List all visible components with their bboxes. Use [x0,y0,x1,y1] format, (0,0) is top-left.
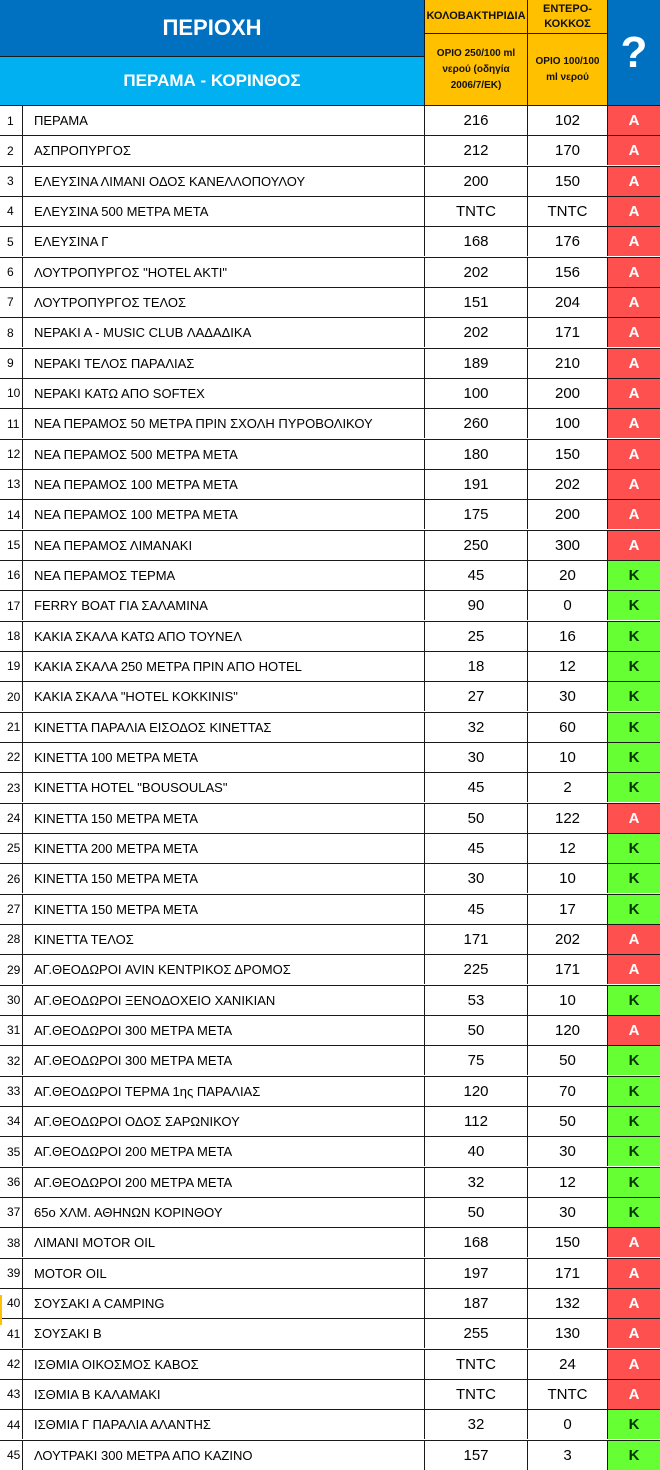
enterococcus-value: 12 [528,1168,608,1197]
table-row [0,226,660,256]
status-badge: A [608,1350,660,1379]
coliform-value: 45 [425,773,528,802]
enterococcus-value: 171 [528,1259,608,1288]
enterococcus-value: 202 [528,470,608,499]
table-row [0,530,660,560]
status-badge: A [608,1319,660,1348]
row-number: 37 [0,1198,23,1227]
enterococcus-value: 176 [528,227,608,256]
status-badge: A [608,1016,660,1045]
row-number: 27 [0,895,23,924]
coliform-value: 225 [425,955,528,984]
status-badge: A [608,379,660,408]
table-row [0,1288,660,1318]
status-badge: K [608,1441,660,1470]
row-number: 13 [0,470,23,499]
status-badge: A [608,136,660,165]
enterococcus-value: 3 [528,1441,608,1470]
status-badge: A [608,349,660,378]
coliform-value: 53 [425,986,528,1015]
table-row [0,712,660,742]
row-number: 38 [0,1228,23,1257]
location-name: ΚΑΚΙΑ ΣΚΑΛΑ "HOTEL KOKKINIS" [23,682,425,711]
region-title: ΠΕΡΙΟΧΗ [0,0,425,56]
coliform-value: 32 [425,1168,528,1197]
location-name: ΑΓ.ΘΕΟΔΩΡΟΙ AVIN ΚΕΝΤΡΙΚΟΣ ΔΡΟΜΟΣ [23,955,425,984]
location-name: ΚΙΝΕΤΤΑ ΠΑΡΑΛΙΑ ΕΙΣΟΔΟΣ ΚΙΝΕΤΤΑΣ [23,713,425,742]
status-badge: K [608,1137,660,1166]
coliform-value: 191 [425,470,528,499]
row-number: 11 [0,409,23,438]
status-badge: K [608,743,660,772]
table-row [0,590,660,620]
status-badge: A [608,955,660,984]
location-name: ΝΕΡΑΚΙ Α - MUSIC CLUB ΛΑΔΑΔΙΚΑ [23,318,425,347]
coliform-value: TNTC [425,1350,528,1379]
status-badge: A [608,106,660,135]
table-row [0,1167,660,1197]
coliform-limit: ΟΡΙΟ 250/100 ml νερού (οδηγία 2006/7/ΕΚ) [436,47,516,91]
coliform-title: ΚΟΛΟΒΑΚΤΗΡΙΔΙΑ [425,0,527,34]
table-row [0,317,660,347]
status-badge: A [608,409,660,438]
table-row [0,803,660,833]
enterococcus-value: 150 [528,440,608,469]
row-number: 6 [0,258,23,287]
status-badge: A [608,197,660,226]
location-name: ΝΕΑ ΠΕΡΑΜΟΣ 100 ΜΕΤΡΑ ΜΕΤΑ [23,500,425,529]
coliform-value: 168 [425,227,528,256]
row-number: 3 [0,167,23,196]
row-number: 10 [0,379,23,408]
table-row [0,742,660,772]
location-name: ΚΑΚΙΑ ΣΚΑΛΑ 250 ΜΕΤΡΑ ΠΡΙΝ ΑΠΟ HOTEL [23,652,425,681]
status-badge: K [608,682,660,711]
table-row [0,1258,660,1288]
row-number: 1 [0,106,23,135]
location-name: ΙΣΘΜΙΑ ΟΙΚΟΣΜΟΣ ΚΑΒΟΣ [23,1350,425,1379]
row-number: 34 [0,1107,23,1136]
coliform-value: 27 [425,682,528,711]
table-row [0,1409,660,1439]
row-number: 36 [0,1168,23,1197]
row-number: 44 [0,1410,23,1439]
row-number: 17 [0,591,23,620]
coliform-column-header [425,0,528,105]
table-row [0,1106,660,1136]
row-number: 39 [0,1259,23,1288]
table-row [0,772,660,802]
row-number: 21 [0,713,23,742]
enterococcus-value: 150 [528,167,608,196]
location-name: ΝΕΑ ΠΕΡΑΜΟΣ 50 ΜΕΤΡΑ ΠΡΙΝ ΣΧΟΛΗ ΠΥΡΟΒΟΛΙΚΟΥ [23,409,425,438]
table-row [0,954,660,984]
coliform-value: 202 [425,258,528,287]
location-name: 65ο ΧΛΜ. ΑΘΗΝΩΝ ΚΟΡΙΝΘΟΥ [23,1198,425,1227]
status-badge: A [608,470,660,499]
table-row [0,651,660,681]
coliform-value: 32 [425,713,528,742]
location-name: ΕΛΕΥΣΙΝΑ 500 ΜΕΤΡΑ ΜΕΤΑ [23,197,425,226]
row-number: 29 [0,955,23,984]
table-row [0,894,660,924]
enterococcus-value: 2 [528,773,608,802]
enterococcus-value: 10 [528,986,608,1015]
table-row [0,1318,660,1348]
enterococcus-value: 200 [528,379,608,408]
enterococcus-value: 150 [528,1228,608,1257]
location-name: ΝΕΑ ΠΕΡΑΜΟΣ 100 ΜΕΤΡΑ ΜΕΤΑ [23,470,425,499]
location-name: ΝΕΑ ΠΕΡΑΜΟΣ ΛΙΜΑΝΑΚΙ [23,531,425,560]
location-name: ΙΣΘΜΙΑ Β ΚΑΛΑΜΑΚΙ [23,1380,425,1409]
table-header [0,0,660,105]
enterococcus-value: 0 [528,1410,608,1439]
enterococcus-value: 12 [528,834,608,863]
row-number: 41 [0,1319,23,1348]
status-badge: A [608,1380,660,1409]
enterococcus-value: 17 [528,895,608,924]
enterococcus-value: 156 [528,258,608,287]
location-name: ΚΙΝΕΤΤΑ 100 ΜΕΤΡΑ ΜΕΤΑ [23,743,425,772]
row-number: 28 [0,925,23,954]
status-badge: K [608,1107,660,1136]
status-badge: A [608,227,660,256]
coliform-value: 175 [425,500,528,529]
table-row [0,439,660,469]
enterococcus-value: 50 [528,1107,608,1136]
table-row [0,863,660,893]
status-badge: K [608,1077,660,1106]
row-number: 43 [0,1380,23,1409]
status-badge: A [608,167,660,196]
table-row [0,166,660,196]
location-name: ΚΙΝΕΤΤΑ ΤΕΛΟΣ [23,925,425,954]
row-number: 25 [0,834,23,863]
enterococcus-value: TNTC [528,197,608,226]
row-number: 26 [0,864,23,893]
enterococcus-value: 171 [528,318,608,347]
coliform-value: 187 [425,1289,528,1318]
location-name: ΙΣΘΜΙΑ Γ ΠΑΡΑΛΙΑ ΑΛΑΝΤΗΣ [23,1410,425,1439]
status-badge: A [608,531,660,560]
status-badge: K [608,561,660,590]
coliform-value: TNTC [425,1380,528,1409]
status-badge: K [608,834,660,863]
coliform-value: 90 [425,591,528,620]
row-40-marker [0,1295,2,1325]
row-number: 23 [0,773,23,802]
location-name: ΚΙΝΕΤΤΑ HOTEL "BOUSOULAS" [23,773,425,802]
location-name: ΑΓ.ΘΕΟΔΩΡΟΙ ΞΕΝΟΔΟΧΕΙΟ ΧΑΝΙΚΙΑΝ [23,986,425,1015]
coliform-value: 151 [425,288,528,317]
table-row [0,378,660,408]
coliform-value: 45 [425,561,528,590]
enterococcus-value: 120 [528,1016,608,1045]
table-row [0,1227,660,1257]
status-column-header: ? [608,0,660,105]
enterococcus-value: 30 [528,1198,608,1227]
location-name: ΚΙΝΕΤΤΑ 150 ΜΕΤΡΑ ΜΕΤΑ [23,804,425,833]
row-number: 5 [0,227,23,256]
coliform-value: 200 [425,167,528,196]
enterococcus-value: 132 [528,1289,608,1318]
table-row [0,469,660,499]
row-number: 40 [0,1289,23,1318]
status-badge: K [608,1410,660,1439]
enterococcus-value: 200 [528,500,608,529]
enterococcus-value: 12 [528,652,608,681]
location-name: ΑΓ.ΘΕΟΔΩΡΟΙ 300 ΜΕΤΡΑ ΜΕΤΑ [23,1016,425,1045]
enterococcus-value: 130 [528,1319,608,1348]
location-name: ΑΓ.ΘΕΟΔΩΡΟΙ ΟΔΟΣ ΣΑΡΩΝΙΚΟΥ [23,1107,425,1136]
enterococcus-value: 30 [528,682,608,711]
location-name: ΑΓ.ΘΕΟΔΩΡΟΙ 300 ΜΕΤΡΑ ΜΕΤΑ [23,1046,425,1075]
coliform-value: 30 [425,864,528,893]
location-name: FERRY BOAT ΓΙΑ ΣΑΛΑΜΙΝΑ [23,591,425,620]
status-badge: A [608,925,660,954]
coliform-value: 112 [425,1107,528,1136]
coliform-value: 197 [425,1259,528,1288]
coliform-value: TNTC [425,197,528,226]
status-badge: K [608,1046,660,1075]
area-name: ΠΕΡΑΜΑ - ΚΟΡΙΝΘΟΣ [0,56,425,105]
coliform-value: 202 [425,318,528,347]
enterococcus-value: 202 [528,925,608,954]
row-number: 19 [0,652,23,681]
table-row [0,1045,660,1075]
table-row [0,348,660,378]
status-badge: A [608,1289,660,1318]
row-number: 9 [0,349,23,378]
table-row [0,1197,660,1227]
coliform-value: 30 [425,743,528,772]
row-number: 22 [0,743,23,772]
enterococcus-value: TNTC [528,1380,608,1409]
location-name: ΝΕΡΑΚΙ ΚΑΤΩ ΑΠΟ SOFTEX [23,379,425,408]
enterococcus-value: 122 [528,804,608,833]
location-name: ΝΕΑ ΠΕΡΑΜΟΣ ΤΕΡΜΑ [23,561,425,590]
enterococcus-value: 170 [528,136,608,165]
location-name: ΝΕΡΑΚΙ ΤΕΛΟΣ ΠΑΡΑΛΙΑΣ [23,349,425,378]
row-number: 7 [0,288,23,317]
table-row [0,1349,660,1379]
coliform-value: 18 [425,652,528,681]
location-name: ΑΓ.ΘΕΟΔΩΡΟΙ ΤΕΡΜΑ 1ης ΠΑΡΑΛΙΑΣ [23,1077,425,1106]
location-name: ΚΙΝΕΤΤΑ 200 ΜΕΤΡΑ ΜΕΤΑ [23,834,425,863]
enterococcus-limit: ΟΡΙΟ 100/100 ml νερού [535,55,600,83]
table-row [0,499,660,529]
row-number: 35 [0,1137,23,1166]
coliform-value: 45 [425,834,528,863]
status-badge: A [608,500,660,529]
row-number: 42 [0,1350,23,1379]
row-number: 20 [0,682,23,711]
table-row [0,833,660,863]
status-badge: A [608,288,660,317]
status-badge: A [608,318,660,347]
coliform-value: 100 [425,379,528,408]
status-badge: K [608,1198,660,1227]
table-row [0,105,660,135]
coliform-value: 50 [425,804,528,833]
enterococcus-title: ΕΝΤΕΡΟ-ΚΟΚΚΟΣ [528,0,607,34]
coliform-value: 250 [425,531,528,560]
enterococcus-value: 300 [528,531,608,560]
location-name: ΑΓ.ΘΕΟΔΩΡΟΙ 200 ΜΕΤΡΑ ΜΕΤΑ [23,1168,425,1197]
table-row [0,681,660,711]
coliform-value: 255 [425,1319,528,1348]
row-number: 18 [0,622,23,651]
location-name: ΛΟΥΤΡΑΚΙ 300 ΜΕΤΡΑ ΑΠΟ ΚΑΖΙΝΟ [23,1441,425,1470]
enterococcus-value: 100 [528,409,608,438]
location-name: ΠΕΡΑΜΑ [23,106,425,135]
enterococcus-value: 10 [528,864,608,893]
coliform-value: 168 [425,1228,528,1257]
coliform-value: 32 [425,1410,528,1439]
row-number: 45 [0,1441,23,1470]
status-badge: A [608,1228,660,1257]
location-name: ΣΟΥΣΑΚΙ Β [23,1319,425,1348]
coliform-value: 216 [425,106,528,135]
location-name: ΚΙΝΕΤΤΑ 150 ΜΕΤΡΑ ΜΕΤΑ [23,895,425,924]
location-name: ΛΙΜΑΝΙ MOTOR OIL [23,1228,425,1257]
status-badge: K [608,652,660,681]
table-row [0,1379,660,1409]
status-badge: K [608,986,660,1015]
enterococcus-value: 210 [528,349,608,378]
row-number: 8 [0,318,23,347]
coliform-value: 189 [425,349,528,378]
row-number: 4 [0,197,23,226]
location-name: ΕΛΕΥΣΙΝΑ Γ [23,227,425,256]
location-name: ΝΕΑ ΠΕΡΑΜΟΣ 500 ΜΕΤΡΑ ΜΕΤΑ [23,440,425,469]
location-name: ΛΟΥΤΡΟΠΥΡΓΟΣ "HOTEL AKTI" [23,258,425,287]
coliform-value: 180 [425,440,528,469]
row-number: 12 [0,440,23,469]
status-badge: A [608,258,660,287]
coliform-value: 212 [425,136,528,165]
location-name: MOTOR OIL [23,1259,425,1288]
enterococcus-value: 16 [528,622,608,651]
table-row [0,924,660,954]
enterococcus-value: 70 [528,1077,608,1106]
row-number: 24 [0,804,23,833]
coliform-value: 40 [425,1137,528,1166]
table-row [0,408,660,438]
location-name: ΕΛΕΥΣΙΝΑ ΛΙΜΑΝΙ ΟΔΟΣ ΚΑΝΕΛΛΟΠΟΥΛΟΥ [23,167,425,196]
status-badge: K [608,591,660,620]
table-row [0,196,660,226]
coliform-value: 25 [425,622,528,651]
location-name: ΣΟΥΣΑΚΙ Α CAMPING [23,1289,425,1318]
location-name: ΚΙΝΕΤΤΑ 150 ΜΕΤΡΑ ΜΕΤΑ [23,864,425,893]
location-name: ΑΓ.ΘΕΟΔΩΡΟΙ 200 ΜΕΤΡΑ ΜΕΤΑ [23,1137,425,1166]
coliform-value: 75 [425,1046,528,1075]
enterococcus-value: 204 [528,288,608,317]
coliform-value: 120 [425,1077,528,1106]
coliform-value: 260 [425,409,528,438]
status-badge: K [608,864,660,893]
status-badge: K [608,773,660,802]
enterococcus-value: 50 [528,1046,608,1075]
coliform-value: 50 [425,1198,528,1227]
status-badge: K [608,713,660,742]
table-row [0,1136,660,1166]
location-name: ΛΟΥΤΡΟΠΥΡΓΟΣ ΤΕΛΟΣ [23,288,425,317]
location-name: ΚΑΚΙΑ ΣΚΑΛΑ ΚΑΤΩ ΑΠΟ ΤΟΥΝΕΛ [23,622,425,651]
row-number: 33 [0,1077,23,1106]
coliform-value: 171 [425,925,528,954]
enterococcus-column-header [528,0,608,105]
location-name: ΑΣΠΡΟΠΥΡΓΟΣ [23,136,425,165]
row-number: 30 [0,986,23,1015]
enterococcus-value: 20 [528,561,608,590]
status-badge: K [608,895,660,924]
enterococcus-value: 30 [528,1137,608,1166]
row-number: 14 [0,500,23,529]
table-row [0,560,660,590]
row-number: 32 [0,1046,23,1075]
enterococcus-value: 102 [528,106,608,135]
table-row [0,985,660,1015]
coliform-value: 45 [425,895,528,924]
status-badge: A [608,440,660,469]
enterococcus-value: 0 [528,591,608,620]
table-row [0,1076,660,1106]
enterococcus-value: 60 [528,713,608,742]
status-badge: A [608,804,660,833]
row-number: 2 [0,136,23,165]
status-badge: A [608,1259,660,1288]
table-row [0,621,660,651]
status-badge: K [608,622,660,651]
coliform-value: 50 [425,1016,528,1045]
table-row [0,1015,660,1045]
table-row [0,135,660,165]
table-row [0,257,660,287]
enterococcus-value: 10 [528,743,608,772]
enterococcus-value: 24 [528,1350,608,1379]
table-row [0,1440,660,1470]
row-number: 15 [0,531,23,560]
status-badge: K [608,1168,660,1197]
row-number: 16 [0,561,23,590]
row-number: 31 [0,1016,23,1045]
enterococcus-value: 171 [528,955,608,984]
table-row [0,287,660,317]
coliform-value: 157 [425,1441,528,1470]
